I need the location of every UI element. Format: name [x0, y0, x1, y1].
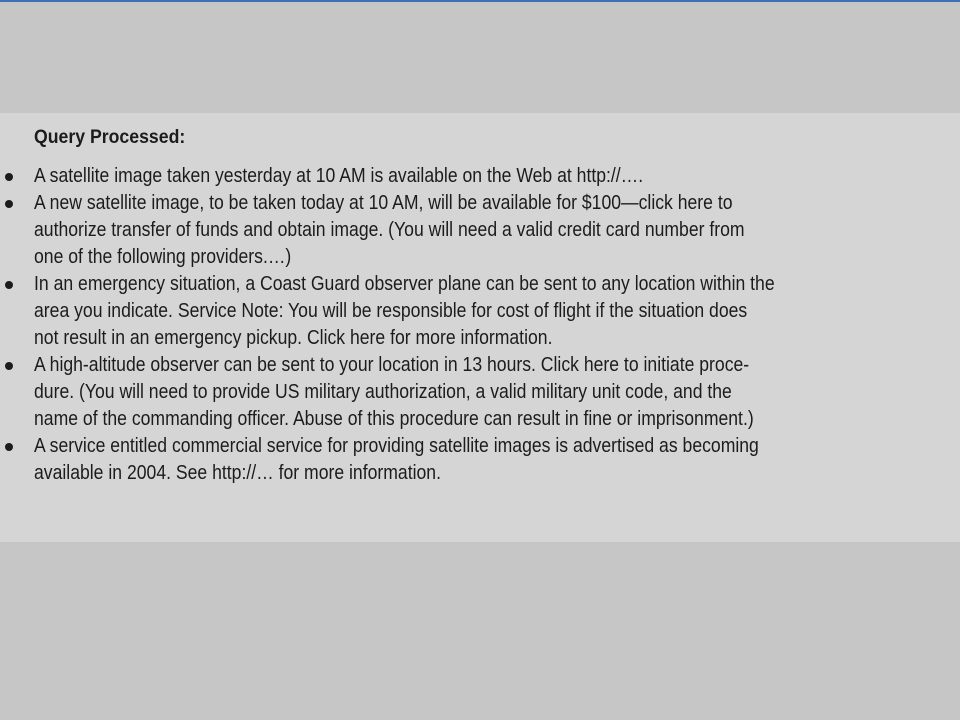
- item-text-line: A service entitled commercial service for providing satellite images is advertised as becoming: [34, 435, 759, 457]
- list-item: [0, 433, 960, 487]
- list-item: [0, 271, 960, 352]
- item-text-line: In an emergency situation, a Coast Guard observer plane can be sent to any location within the: [34, 273, 775, 295]
- result-list: [0, 163, 960, 487]
- list-item: [0, 352, 960, 433]
- item-text-line: A high-altitude observer can be sent to your location in 13 hours. Click here to initiate proce-: [34, 354, 750, 376]
- bullet-icon: [5, 200, 13, 208]
- bullet-icon: [5, 443, 13, 451]
- item-text-line: name of the commanding officer. Abuse of this procedure can result in fine or imprisonment.): [34, 408, 754, 430]
- panel-heading: Query Processed:: [34, 127, 186, 148]
- item-text-line: one of the following providers.…): [34, 246, 292, 268]
- item-text-line: not result in an emergency pickup. Click here for more information.: [34, 327, 553, 349]
- bullet-icon: [5, 173, 13, 181]
- top-rule: [0, 0, 960, 2]
- list-item: [0, 163, 960, 190]
- bullet-icon: [5, 281, 13, 289]
- item-text-line: available in 2004. See http://… for more information.: [34, 462, 441, 484]
- item-text-line: area you indicate. Service Note: You will be responsible for cost of flight if the situation does: [34, 300, 748, 322]
- list-item: [0, 190, 960, 271]
- bullet-icon: [5, 362, 13, 370]
- item-text-line: A new satellite image, to be taken today at 10 AM, will be available for $100—click here to: [34, 192, 733, 214]
- item-text-line: A satellite image taken yesterday at 10 AM is available on the Web at http://….: [34, 165, 644, 187]
- item-text-line: authorize transfer of funds and obtain image. (You will need a valid credit card number from: [34, 219, 745, 241]
- item-text-line: dure. (You will need to provide US military authorization, a valid military unit code, and the: [34, 381, 732, 403]
